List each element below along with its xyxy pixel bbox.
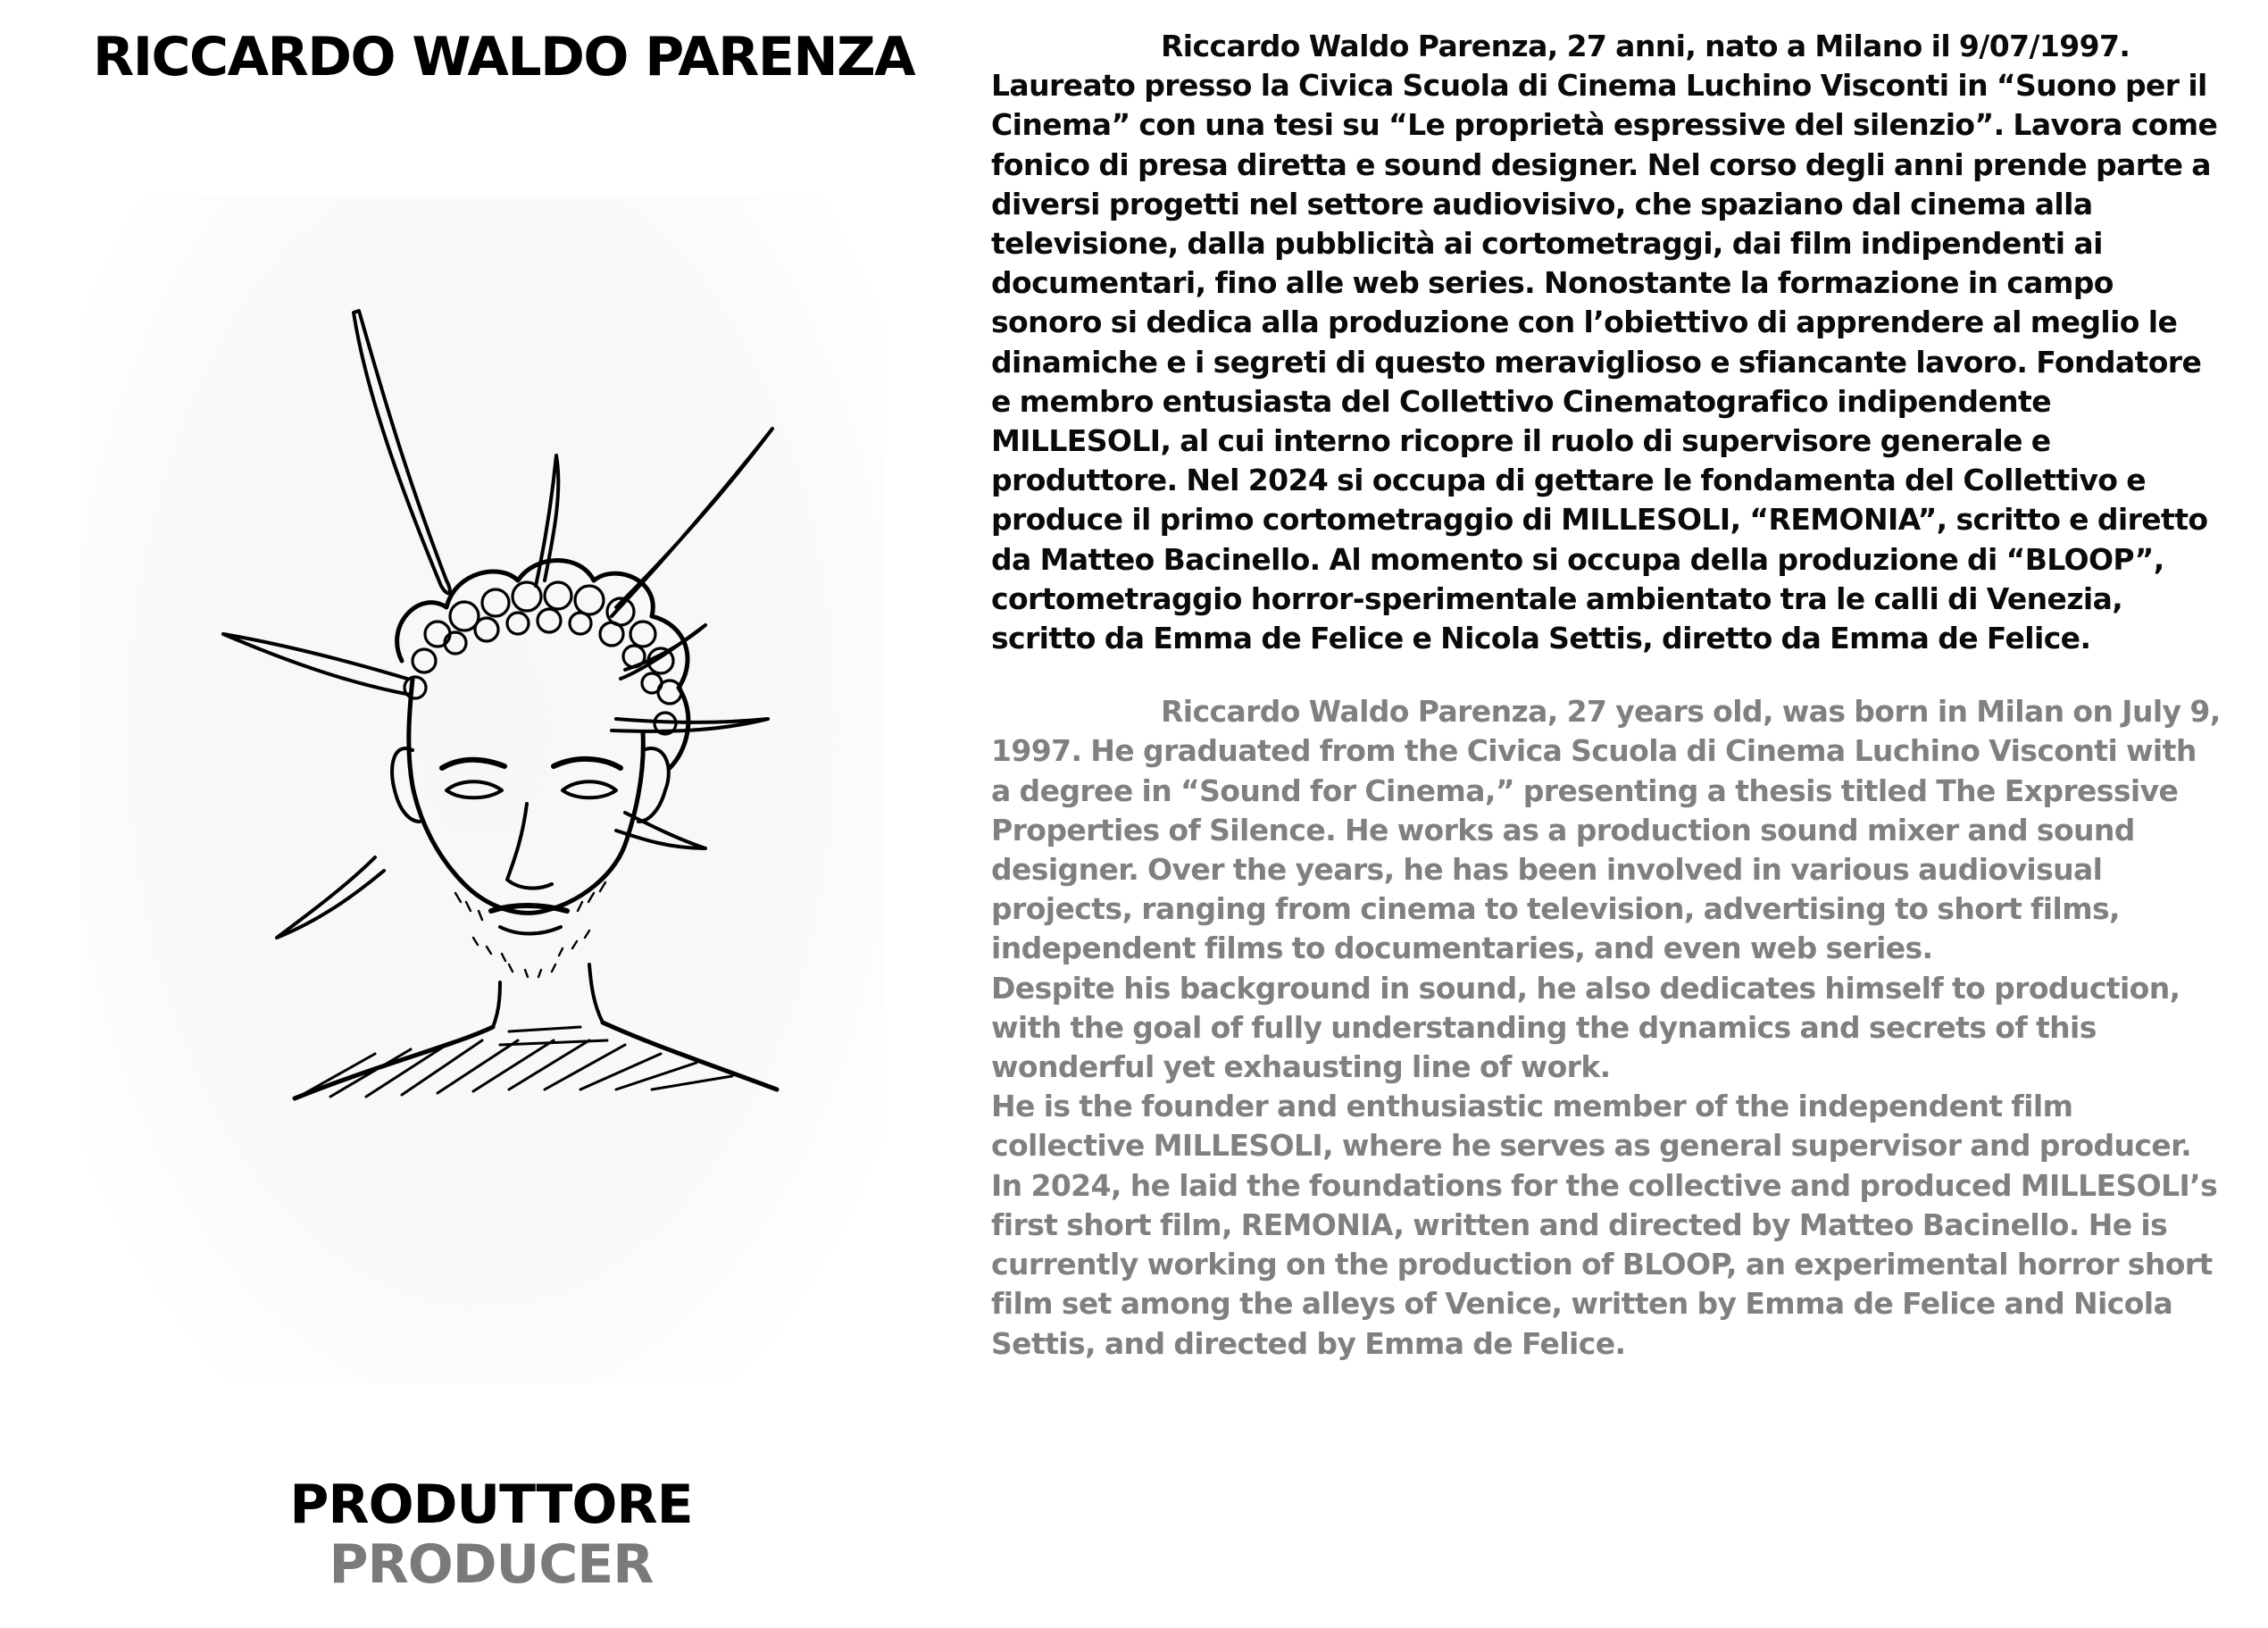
bio-italian <box>991 27 2223 658</box>
portrait-illustration <box>80 196 884 1384</box>
bio-english-paragraph: Riccardo Waldo Parenza, 27 years old, was born in Milan on July 9, 1997. He graduated from the Civica Scuola di Cinema Luchino Visconti with a degree in “Sound for Cinema,” presenting a thesis titled The Expressive Properties of Silence. He works as a production sound mixer and sound designer. Over the years, he has been involved in various audiovisual projects, ranging from cinema to television, advertising to short films, independent films to documentaries, and even web series. <box>991 694 2221 966</box>
bio-italian-paragraph: Riccardo Waldo Parenza, 27 anni, nato a Milano il 9/07/1997. Laureato presso la Civica Scuola di Cinema Luchino Visconti in “Suono per il Cinema” con una tesi su “Le proprietà espressive del silenzio”. Lavora come fonico di presa diretta e sound designer. Nel corso degli anni prende parte a diversi progetti nel settore audiovisivo, che spaziano dal cinema alla televisione, dalla pubblicità ai cortometraggi, dai film indipendenti ai documentari, fino alle web series. Nonostante la formazione in campo sonoro si dedica alla produzione con l’obiettivo di apprendere al meglio le dinamiche e i segreti di questo meraviglioso e sfiancante lavoro. Fondatore e membro entusiasta del Collettivo Cinematografico indipendente MILLESOLI, al cui interno ricopre il ruolo di supervisore generale e produttore. Nel 2024 si occupa di gettare le fondamenta del Collettivo e produce il primo cortometraggio di MILLESOLI, “REMONIA”, scritto e diretto da Matteo Bacinello. Al momento si occupa della produzione di “BLOOP”, cortometraggio horror-sperimentale ambientato tra le calli di Venezia, scritto da Emma de Felice e Nicola Settis, diretto da Emma de Felice. <box>991 29 2218 656</box>
role-label-italian: PRODUTTORE <box>289 1474 693 1536</box>
bio-english-paragraph: He is the founder and enthusiastic member of the independent film collective MILLESOLI, where he serves as general supervisor and producer. In 2024, he laid the foundations for the collective and produced MILLESOLI’s first short film, REMONIA, written and directed by Matteo Bacinello. He is currently working on the production of BLOOP, an experimental horror short film set among the alleys of Venice, written by Emma de Felice and Nicola Settis, and directed by Emma de Felice. <box>991 1089 2218 1361</box>
role-label-english: PRODUCER <box>329 1533 654 1596</box>
right-column <box>991 27 2223 1364</box>
bio-english <box>991 692 2223 1363</box>
page-title: RICCARDO WALDO PARENZA <box>93 26 915 88</box>
left-column <box>0 0 964 1628</box>
bio-english-paragraph: Despite his background in sound, he also dedicates himself to production, with the goal of fully understanding the dynamics and secrets of this wonderful yet exhausting line of work. <box>991 970 2180 1085</box>
